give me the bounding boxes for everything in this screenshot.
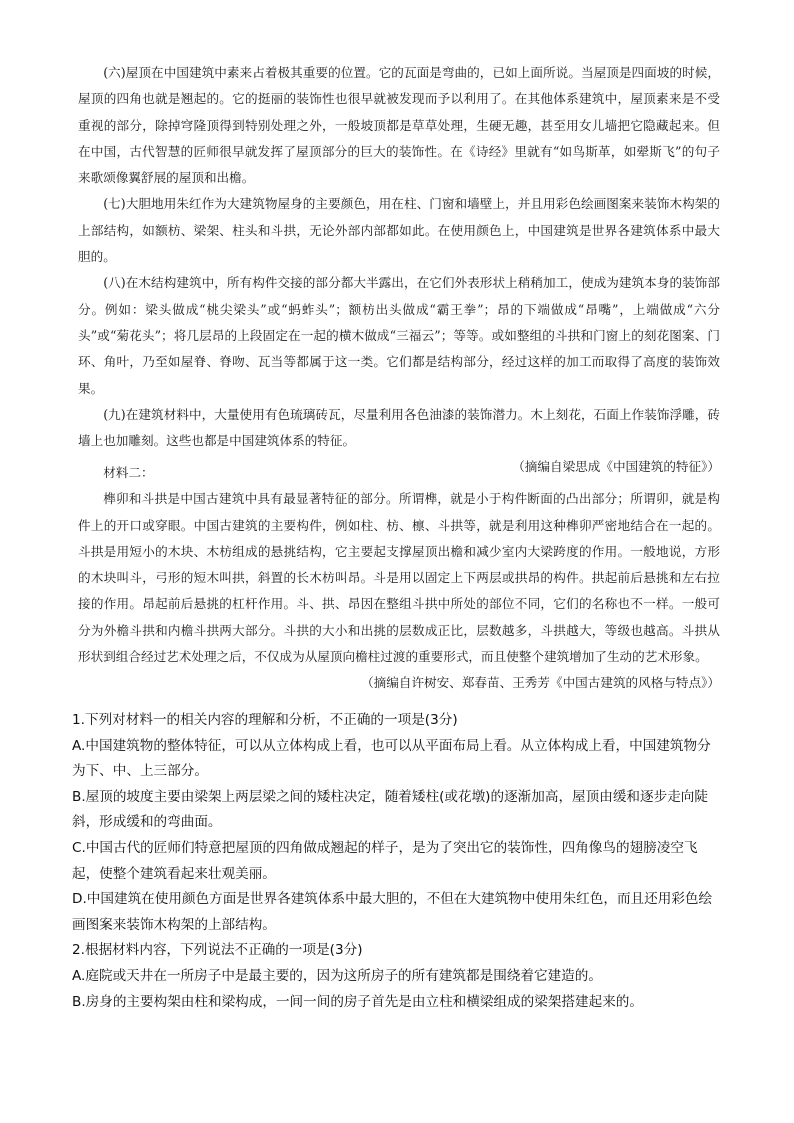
material-two-source: （摘编自许树安、郑春苗、王秀芳《中国古建筑的风格与特点》） bbox=[361, 675, 720, 691]
paragraph-nine: (九)在建筑材料中，大量使用有色琉璃砖瓦，尽量利用各色油漆的装饰潜力。木上刻花，石面上作装饰浮雕，砖墙上也加雕刻。这些也都是中国建筑体系的特征。 bbox=[78, 406, 720, 449]
questions-section bbox=[72, 708, 722, 1015]
material-two bbox=[78, 460, 720, 697]
material-one-source: （摘编自梁思成《中国建筑的特征》） bbox=[512, 459, 720, 475]
material-one bbox=[78, 60, 720, 481]
question-1-option-c: C.中国古代的匠师们特意把屋顶的四角做成翘起的样子，是为了突出它的装饰性，四角像鸟的翅膀凌空飞起，使整个建筑看起来壮观美丽。 bbox=[72, 839, 698, 882]
material-two-paragraph: 榫卯和斗拱是中国古建筑中具有最显著特征的部分。所谓榫，就是小于构件断面的凸出部分；所谓卯，就是构件上的开口或穿眼。中国古建筑的主要构件，例如柱、枋、檩、斗拱等，就是利用这种榫卯严密地结合在一起的。斗拱是用短小的木块、木枋组成的悬挑结构，它主要起支撑屋顶出檐和减少室内大梁跨度的作用。一般地说，方形的木块叫斗，弓形的短木叫拱，斜置的长木枋叫昂。斗是用以固定上下两层或拱昂的构件。拱起前后悬挑和左右拉接的作用。昂起前后悬挑的杠杆作用。斗、拱、昂因在整组斗拱中所处的部位不同，它们的名称也不一样。一般可分为外檐斗拱和内檐斗拱两大部分。斗拱的大小和出挑的层数成正比，层数越多，斗拱越大，等级也越高。斗拱从形状到组合经过艺术处理之后，不仅成为从屋顶向檐柱过渡的重要形式，而且使整个建筑增加了生动的艺术形象。 bbox=[78, 491, 720, 665]
question-2-stem: 2.根据材料内容，下列说法不正确的一项是(3分) bbox=[72, 942, 363, 959]
question-2-option-a: A.庭院或天井在一所房子中是最主要的，因为这所房子的所有建筑都是围绕着它建造的。 bbox=[72, 967, 602, 984]
paragraph-seven: (七)大胆地用朱红作为大建筑物屋身的主要颜色，用在柱、门窗和墙壁上，并且用彩色绘画图案来装饰木构架的上部结构，如额枋、梁架、柱头和斗拱，无论外部内部都如此。在使用颜色上，中国建筑是世界各建筑体系中最大胆的。 bbox=[78, 196, 720, 265]
question-1-option-a: A.中国建筑物的整体特征，可以从立体构成上看，也可以从平面布局上看。从立体构成上看，中国建筑物分为下、中、上三部分。 bbox=[72, 737, 711, 780]
question-2-option-b: B.房身的主要构架由柱和梁构成，一间一间的房子首先是由立柱和横梁组成的梁架搭建起来的。 bbox=[72, 993, 643, 1010]
material-two-label: 材料二： bbox=[103, 465, 154, 480]
paragraph-six: (六)屋顶在中国建筑中素来占着极其重要的位置。它的瓦面是弯曲的，已如上面所说。当屋顶是四面坡的时候，屋顶的四角也就是翘起的。它的挺丽的装饰性也很早就被发现而予以利用了。在其他体系建筑中，屋顶素来是不受重视的部分，除掉穹隆顶得到特别处理之外，一般坡顶都是草草处理，生硬无趣，甚至用女儿墙把它隐藏起来。但在中国，古代智慧的匠师很早就发挥了屋顶部分的巨大的装饰性。在《诗经》里就有“如鸟斯革，如翚斯飞”的句子来歌颂像翼舒展的屋顶和出檐。 bbox=[78, 65, 720, 186]
question-1-option-b: B.屋顶的坡度主要由梁架上两层梁之间的矮柱决定，随着矮柱(或花墩)的逐渐加高，屋顶由缓和逐步走向陡斜，形成缓和的弯曲面。 bbox=[72, 788, 708, 831]
paragraph-eight: (八)在木结构建筑中，所有构件交接的部分都大半露出，在它们外表形状上稍稍加工，使成为建筑本身的装饰部分。例如：梁头做成“桃尖梁头”或“蚂蚱头”；额枋出头做成“霸王拳”；昂的下端做成“昂嘴”，上端做成“六分头”或“菊花头”；将几层昂的上段固定在一起的横木做成“三福云”；等等。或如整组的斗拱和门窗上的刻花图案、门环、角叶，乃至如屋脊、脊吻、瓦当等都属于这一类。它们都是结构部分，经过这样的加工而取得了高度的装饰效果。 bbox=[78, 275, 720, 396]
question-1-option-d: D.中国建筑在使用颜色方面是世界各建筑体系中最大胆的，不但在大建筑物中使用朱红色，而且还用彩色绘画图案来装饰木构架的上部结构。 bbox=[72, 891, 713, 933]
question-1-stem: 1.下列对材料一的相关内容的理解和分析，不正确的一项是(3分) bbox=[72, 712, 458, 728]
